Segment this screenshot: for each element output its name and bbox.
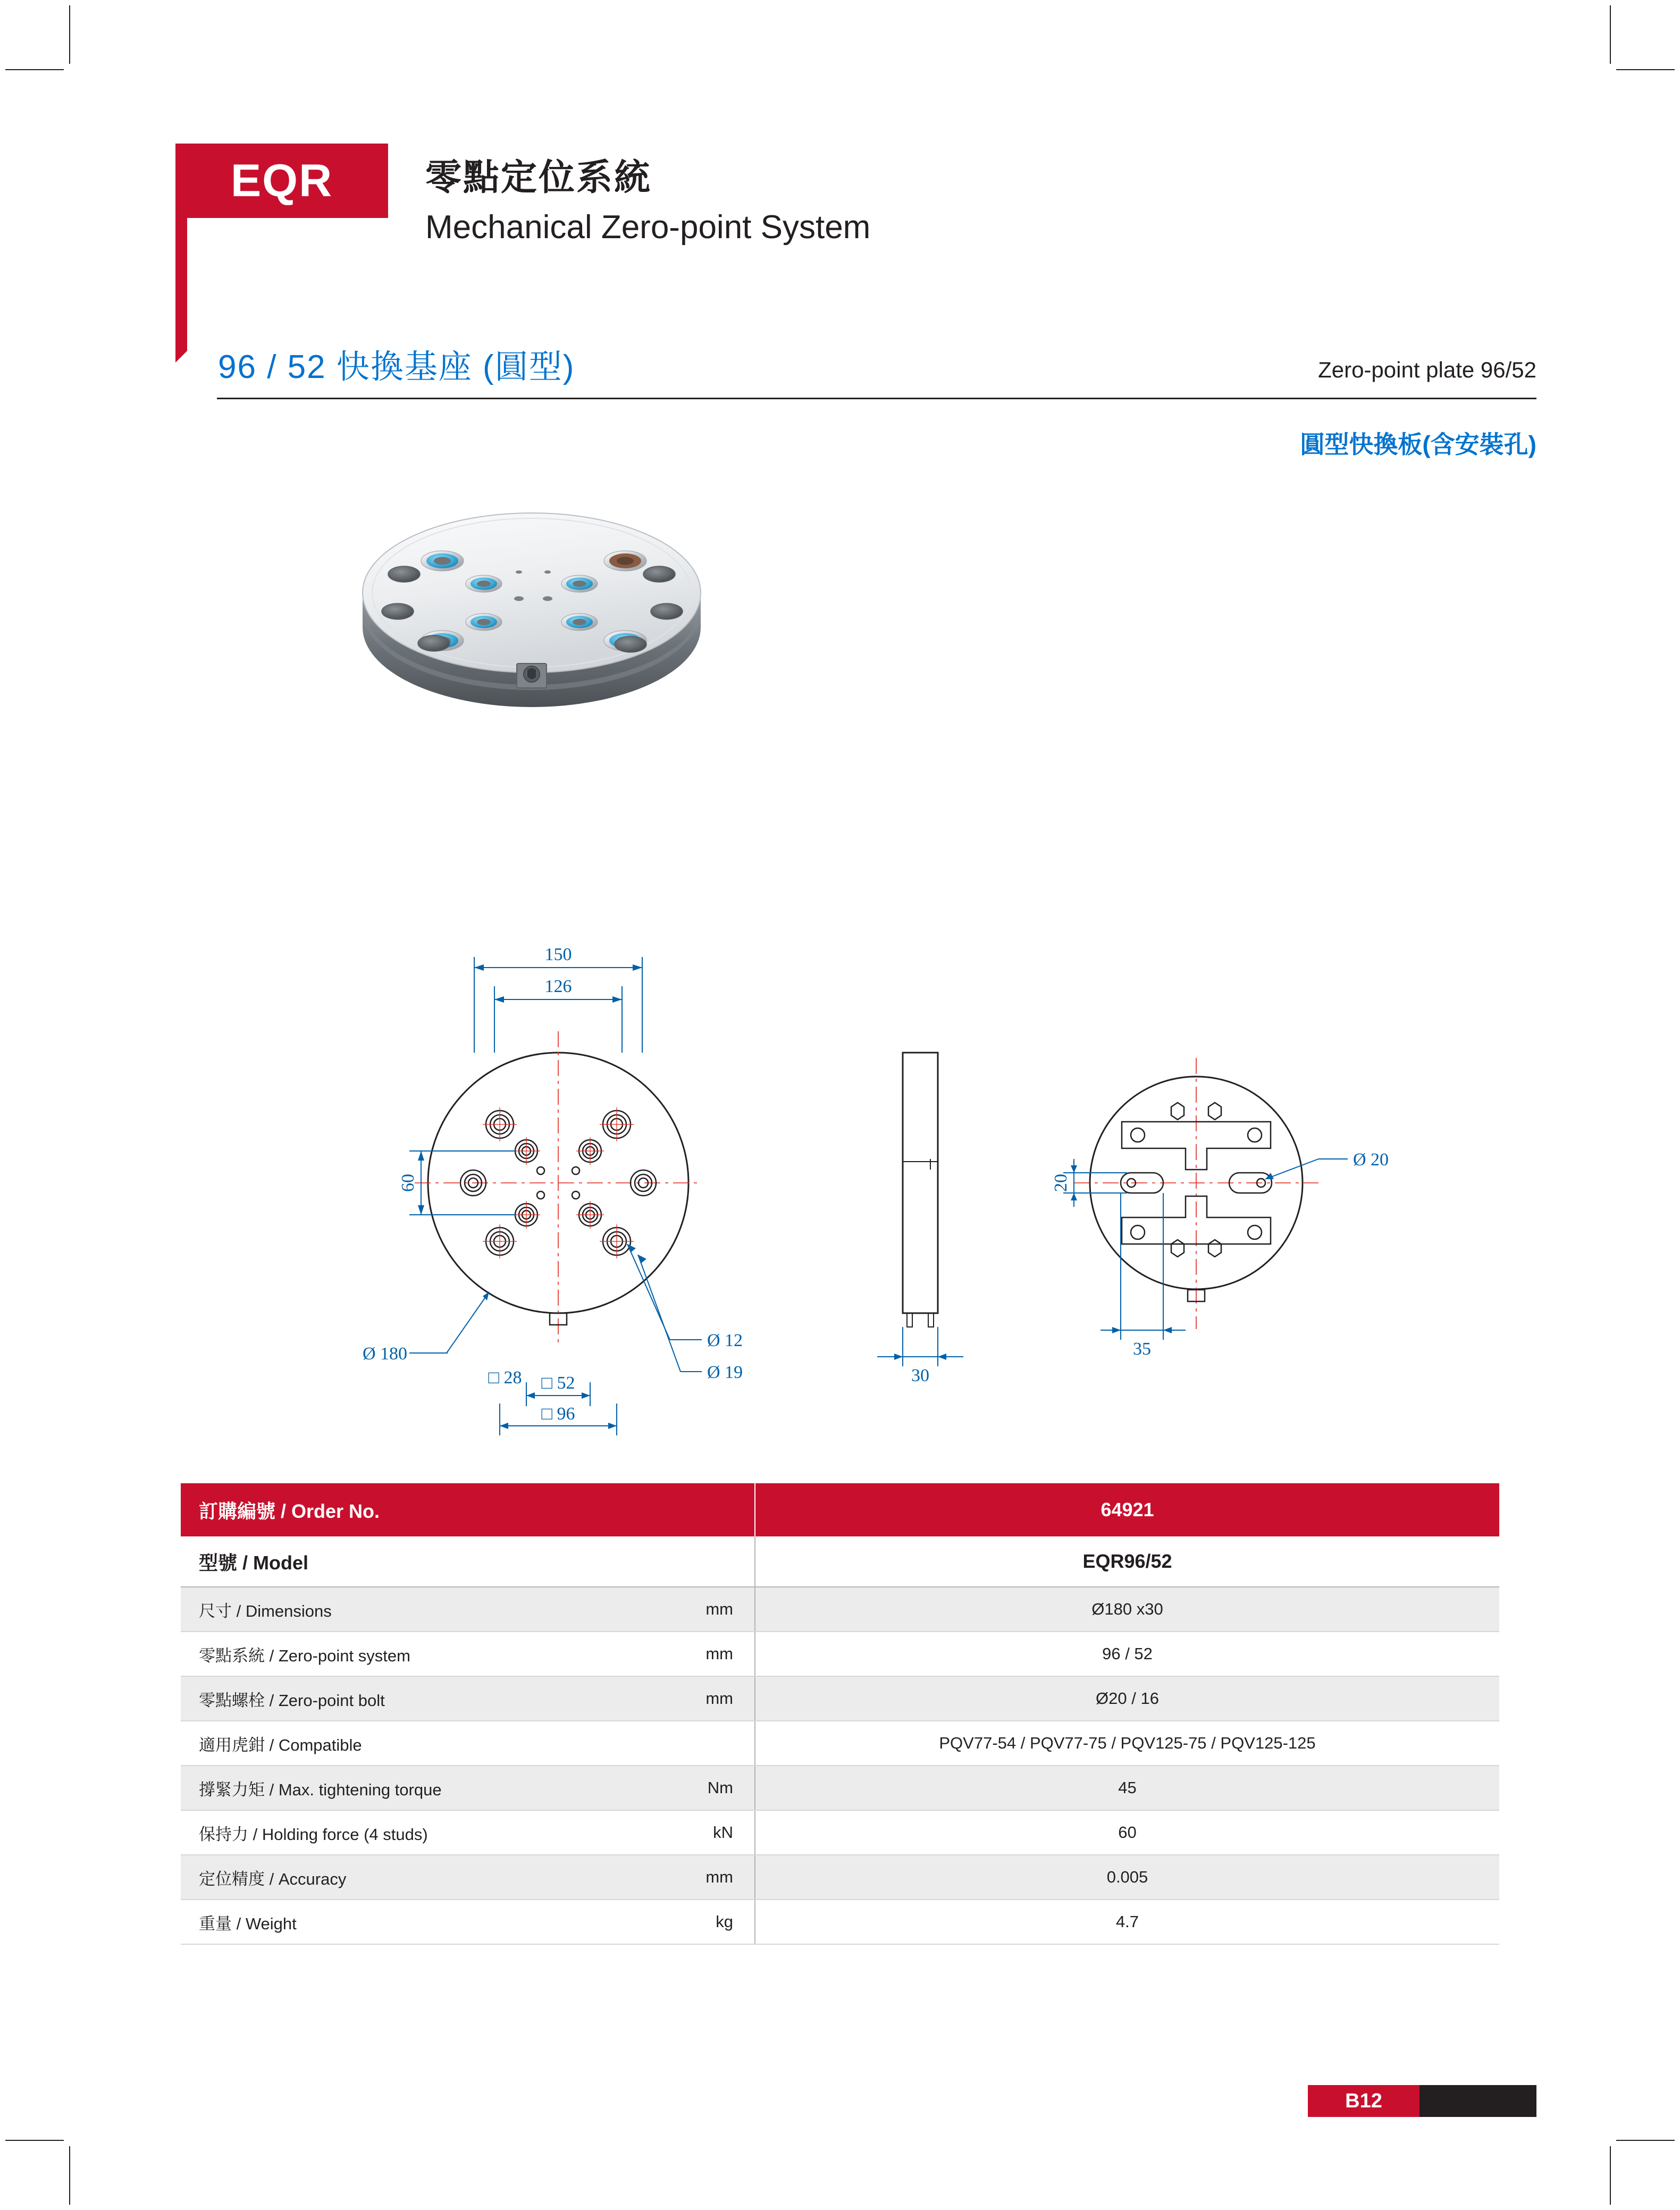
page-title-en: Mechanical Zero-point System	[425, 209, 871, 246]
row-value-holding-force: 60	[755, 1810, 1499, 1855]
row-value-model: EQR96/52	[755, 1536, 1499, 1587]
row-unit-accuracy: mm	[617, 1855, 755, 1900]
section-heading-en: Zero-point plate 96/52	[1318, 357, 1536, 382]
table-row	[181, 1721, 1499, 1766]
row-value-compatible: PQV77-54 / PQV77-75 / PQV125-75 / PQV125-125	[755, 1721, 1499, 1766]
brand-flag-tail	[175, 218, 187, 351]
row-label-dimensions: 尺寸 / Dimensions	[181, 1587, 617, 1632]
row-unit-model	[617, 1536, 755, 1587]
row-label-zero-point-bolt: 零點螺栓 / Zero-point bolt	[181, 1676, 617, 1721]
crop-mark-top-left	[69, 5, 70, 64]
dim-20: 20	[1051, 1174, 1071, 1192]
header-order-no-unit	[617, 1483, 755, 1536]
dim-d20: Ø 20	[1353, 1150, 1389, 1170]
section-divider	[217, 398, 1536, 399]
side-view	[877, 1053, 963, 1385]
brand-flag	[175, 144, 388, 356]
row-unit-zero-point-bolt: mm	[617, 1676, 755, 1721]
row-label-model: 型號 / Model	[181, 1536, 617, 1587]
crop-mark-top-right	[1610, 5, 1611, 64]
dim-30: 30	[911, 1366, 929, 1385]
table-header-row	[181, 1483, 1499, 1536]
dim-126: 126	[544, 977, 572, 996]
header-order-no-value: 64921	[755, 1483, 1499, 1536]
crop-mark-right-top	[1616, 69, 1675, 70]
row-value-zero-point-system: 96 / 52	[755, 1632, 1499, 1676]
technical-drawings	[330, 872, 1435, 1446]
row-unit-holding-force: kN	[617, 1810, 755, 1855]
row-unit-zero-point-system: mm	[617, 1632, 755, 1676]
row-label-weight: 重量 / Weight	[181, 1900, 617, 1944]
table-row	[181, 1810, 1499, 1855]
crop-mark-right-bottom	[1616, 2140, 1675, 2141]
dim-d180: Ø 180	[362, 1344, 407, 1364]
row-label-compatible: 適用虎鉗 / Compatible	[181, 1721, 617, 1766]
dim-35: 35	[1133, 1339, 1151, 1359]
table-row	[181, 1676, 1499, 1721]
table-row	[181, 1766, 1499, 1810]
dim-d19: Ø 19	[707, 1363, 743, 1382]
dim-60: 60	[398, 1174, 418, 1192]
row-label-zero-point-system: 零點系統 / Zero-point system	[181, 1632, 617, 1676]
crop-mark-bottom-right	[1610, 2146, 1611, 2205]
back-view	[1051, 1058, 1389, 1359]
section-heading-cn: 96 / 52 快換基座 (圓型)	[218, 349, 575, 385]
section-subheading-cn: 圓型快換板(含安裝孔)	[1300, 431, 1536, 458]
crop-mark-bottom-left	[69, 2146, 70, 2205]
row-unit-compatible	[617, 1721, 755, 1766]
front-view	[363, 945, 743, 1435]
row-label-accuracy: 定位精度 / Accuracy	[181, 1855, 617, 1900]
page-title-cn: 零點定位系統	[425, 157, 652, 198]
crop-mark-left-bottom	[5, 2140, 64, 2141]
dim-sq52: □ 52	[541, 1373, 575, 1393]
dim-sq28: □ 28	[488, 1368, 522, 1388]
row-value-dimensions: Ø180 x30	[755, 1587, 1499, 1632]
table-row	[181, 1587, 1499, 1632]
table-row	[181, 1632, 1499, 1676]
dim-sq96: □ 96	[541, 1404, 575, 1424]
row-unit-weight: kg	[617, 1900, 755, 1944]
brand-name: EQR	[230, 155, 333, 206]
row-value-accuracy: 0.005	[755, 1855, 1499, 1900]
header-order-no-label: 訂購編號 / Order No.	[181, 1483, 617, 1536]
table-row-model	[181, 1536, 1499, 1587]
crop-mark-left-top	[5, 69, 64, 70]
dim-d12: Ø 12	[707, 1331, 743, 1350]
product-render	[330, 468, 797, 797]
page-number-badge: B12	[1308, 2085, 1419, 2117]
table-row	[181, 1900, 1499, 1944]
row-unit-dimensions: mm	[617, 1587, 755, 1632]
row-value-weight: 4.7	[755, 1900, 1499, 1944]
row-value-max-tightening-torque: 45	[755, 1766, 1499, 1810]
table-row	[181, 1855, 1499, 1900]
specification-table	[181, 1483, 1499, 1945]
row-label-holding-force: 保持力 / Holding force (4 studs)	[181, 1810, 617, 1855]
row-label-max-tightening-torque: 撐緊力矩 / Max. tightening torque	[181, 1766, 617, 1810]
row-value-zero-point-bolt: Ø20 / 16	[755, 1676, 1499, 1721]
brand-flag-notch	[175, 351, 187, 363]
dim-150: 150	[544, 945, 572, 964]
row-unit-max-tightening-torque: Nm	[617, 1766, 755, 1810]
